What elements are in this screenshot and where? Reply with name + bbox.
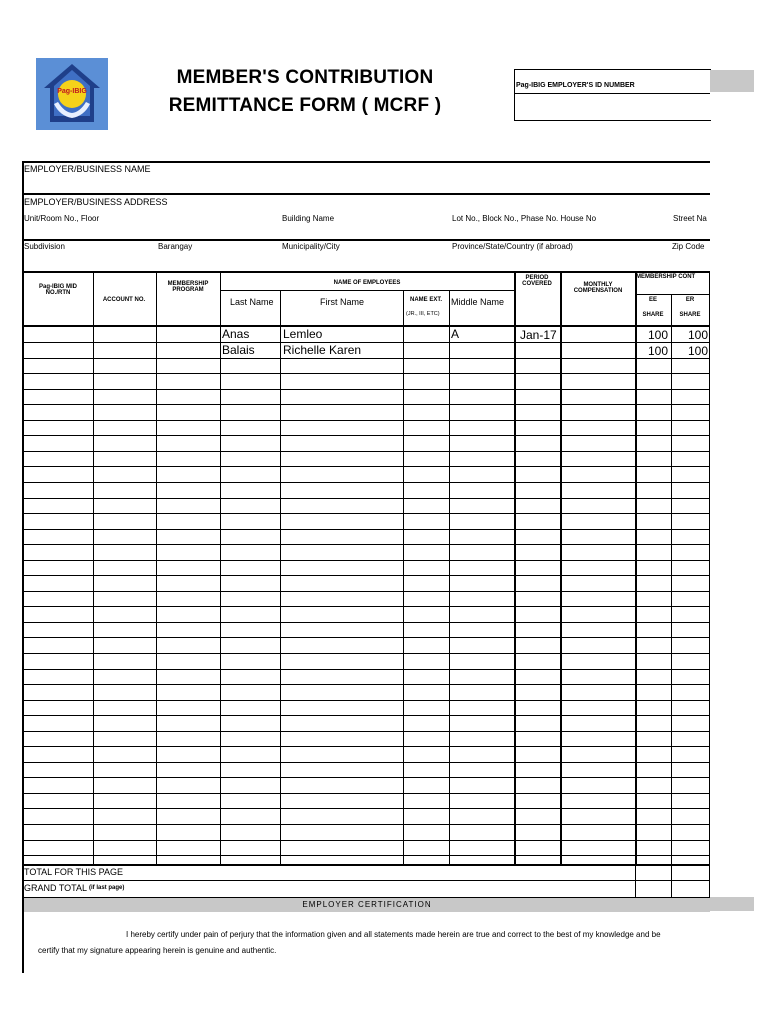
row1-last: Anas xyxy=(222,327,250,341)
employer-top-border xyxy=(22,161,710,163)
certification-line2: certify that my signature appearing herein is genuine and authentic. xyxy=(38,946,277,955)
total-ee-col xyxy=(635,864,636,897)
grid-row-line xyxy=(22,389,710,390)
grid-column-line xyxy=(560,271,562,864)
grid-column-line xyxy=(709,271,710,864)
grid-row-line xyxy=(22,466,710,467)
row2-er: 100 xyxy=(687,344,708,358)
province-label: Province/State/Country (if abroad) xyxy=(452,242,573,251)
grid-row-line xyxy=(22,373,710,374)
grid-row-line xyxy=(22,498,710,499)
id-box-divider xyxy=(514,93,710,94)
municipality-label: Municipality/City xyxy=(282,242,340,251)
left-border xyxy=(22,161,24,973)
row2-first: Richelle Karen xyxy=(283,343,362,357)
header-contrib-group: MEMBERSHIP CONT xyxy=(636,274,696,280)
grid-row-line xyxy=(22,684,710,685)
grid-row-line xyxy=(22,700,710,701)
svg-text:Pag-IBIG: Pag-IBIG xyxy=(57,88,87,95)
contrib-group-divider xyxy=(636,294,710,295)
row1-middle: A xyxy=(451,327,460,341)
grid-row-line xyxy=(22,731,710,732)
grid-column-line xyxy=(671,294,672,864)
grand-total-label: GRAND TOTAL xyxy=(24,883,88,893)
grid-row-line xyxy=(22,793,710,794)
row1-first: Lemleo xyxy=(283,327,323,341)
grid-row-line xyxy=(22,637,710,638)
grid-row-line xyxy=(22,622,710,623)
grid-row-line xyxy=(22,482,710,483)
zip-label: Zip Code xyxy=(672,242,705,251)
grand-total-note: (if last page) xyxy=(89,885,125,891)
form-title-line1: MEMBER'S CONTRIBUTION xyxy=(176,67,434,88)
cert-tab-gray xyxy=(710,897,754,911)
employer-id-box[interactable] xyxy=(514,69,711,121)
grid-row-line xyxy=(22,840,710,841)
grid-row-line xyxy=(22,575,710,576)
row1-ee: 100 xyxy=(647,328,668,342)
grid-row-line xyxy=(22,404,710,405)
grid-row-line xyxy=(22,669,710,670)
form-title-line2: REMITTANCE FORM ( MCRF ) xyxy=(168,95,442,116)
lot-label: Lot No., Block No., Phase No. House No xyxy=(452,214,597,223)
header-name-ext-sub: (JR., III, ETC) xyxy=(406,311,440,317)
employer-id-label: Pag-IBIG EMPLOYER'S ID NUMBER xyxy=(516,82,635,89)
total-er-col xyxy=(671,864,672,897)
grid-row-line xyxy=(22,746,710,747)
grid-row-line xyxy=(22,420,710,421)
header-monthly: MONTHLY COMPENSATION xyxy=(573,282,623,294)
grid-row-line xyxy=(22,529,710,530)
grid-row-line xyxy=(22,358,710,359)
grid-row-line xyxy=(22,715,710,716)
grid-row-line xyxy=(22,342,710,343)
header-middle-name: Middle Name xyxy=(451,297,505,307)
employer-certification-bar: EMPLOYER CERTIFICATION xyxy=(24,897,710,912)
grid-row-line xyxy=(22,591,710,592)
header-bottom-border xyxy=(22,325,710,327)
grid-row-line xyxy=(22,451,710,452)
grid-row-line xyxy=(22,762,710,763)
employer-address-label: EMPLOYER/BUSINESS ADDRESS xyxy=(24,197,168,207)
grid-row-line xyxy=(22,435,710,436)
row2-ee: 100 xyxy=(647,344,668,358)
header-ee: EE xyxy=(648,297,657,303)
header-mid: Pag-IBIG MID NO./RTN xyxy=(38,284,77,296)
unit-label: Unit/Room No., Floor xyxy=(24,214,100,223)
grid-row-line xyxy=(22,513,710,514)
row1-er: 100 xyxy=(687,328,708,342)
grid-row-line xyxy=(22,824,710,825)
total-right-col xyxy=(709,864,710,897)
header-last-name: Last Name xyxy=(230,297,274,307)
grid-column-line xyxy=(220,271,221,864)
street-label: Street Na xyxy=(673,214,707,223)
total-divider xyxy=(22,880,710,881)
header-name-group: NAME OF EMPLOYEES xyxy=(333,280,401,286)
employer-name-divider xyxy=(22,193,710,195)
address-divider xyxy=(22,239,710,241)
grid-row-line xyxy=(22,653,710,654)
house-hands-icon xyxy=(36,58,108,130)
pag-ibig-logo xyxy=(36,58,108,130)
row2-last: Balais xyxy=(222,343,255,357)
header-name-ext: NAME EXT. xyxy=(409,297,442,303)
name-group-divider xyxy=(221,290,515,291)
total-page-label: TOTAL FOR THIS PAGE xyxy=(24,867,124,877)
header-ee-share: SHARE xyxy=(642,312,664,318)
header-first-name: First Name xyxy=(320,297,365,307)
header-er-share: SHARE xyxy=(679,312,701,318)
grid-row-line xyxy=(22,606,710,607)
id-tab-gray xyxy=(710,70,754,92)
row1-period: Jan-17 xyxy=(520,328,557,342)
certification-line1: I hereby certify under pain of perjury that the information given and all statements made herein are true and correct to the best of my knowledge and be xyxy=(126,930,661,939)
table-top-border xyxy=(22,271,710,273)
employer-name-label: EMPLOYER/BUSINESS NAME xyxy=(24,164,151,174)
grid-column-line xyxy=(514,271,516,864)
grid-row-line xyxy=(22,855,710,856)
subdivision-label: Subdivision xyxy=(24,242,65,251)
grid-bottom-line xyxy=(22,864,710,866)
header-program: MEMBERSHIP PROGRAM xyxy=(167,281,209,293)
grid-row-line xyxy=(22,777,710,778)
grid-column-line xyxy=(635,271,637,864)
header-account: ACCOUNT NO. xyxy=(102,297,146,303)
grid-row-line xyxy=(22,808,710,809)
grid-column-line xyxy=(156,271,157,864)
grid-row-line xyxy=(22,560,710,561)
header-period: PERIOD COVERED xyxy=(522,275,552,287)
header-er: ER xyxy=(685,297,695,303)
grid-row-line xyxy=(22,544,710,545)
building-label: Building Name xyxy=(282,214,335,223)
grid-column-line xyxy=(93,271,94,864)
barangay-label: Barangay xyxy=(158,242,193,251)
